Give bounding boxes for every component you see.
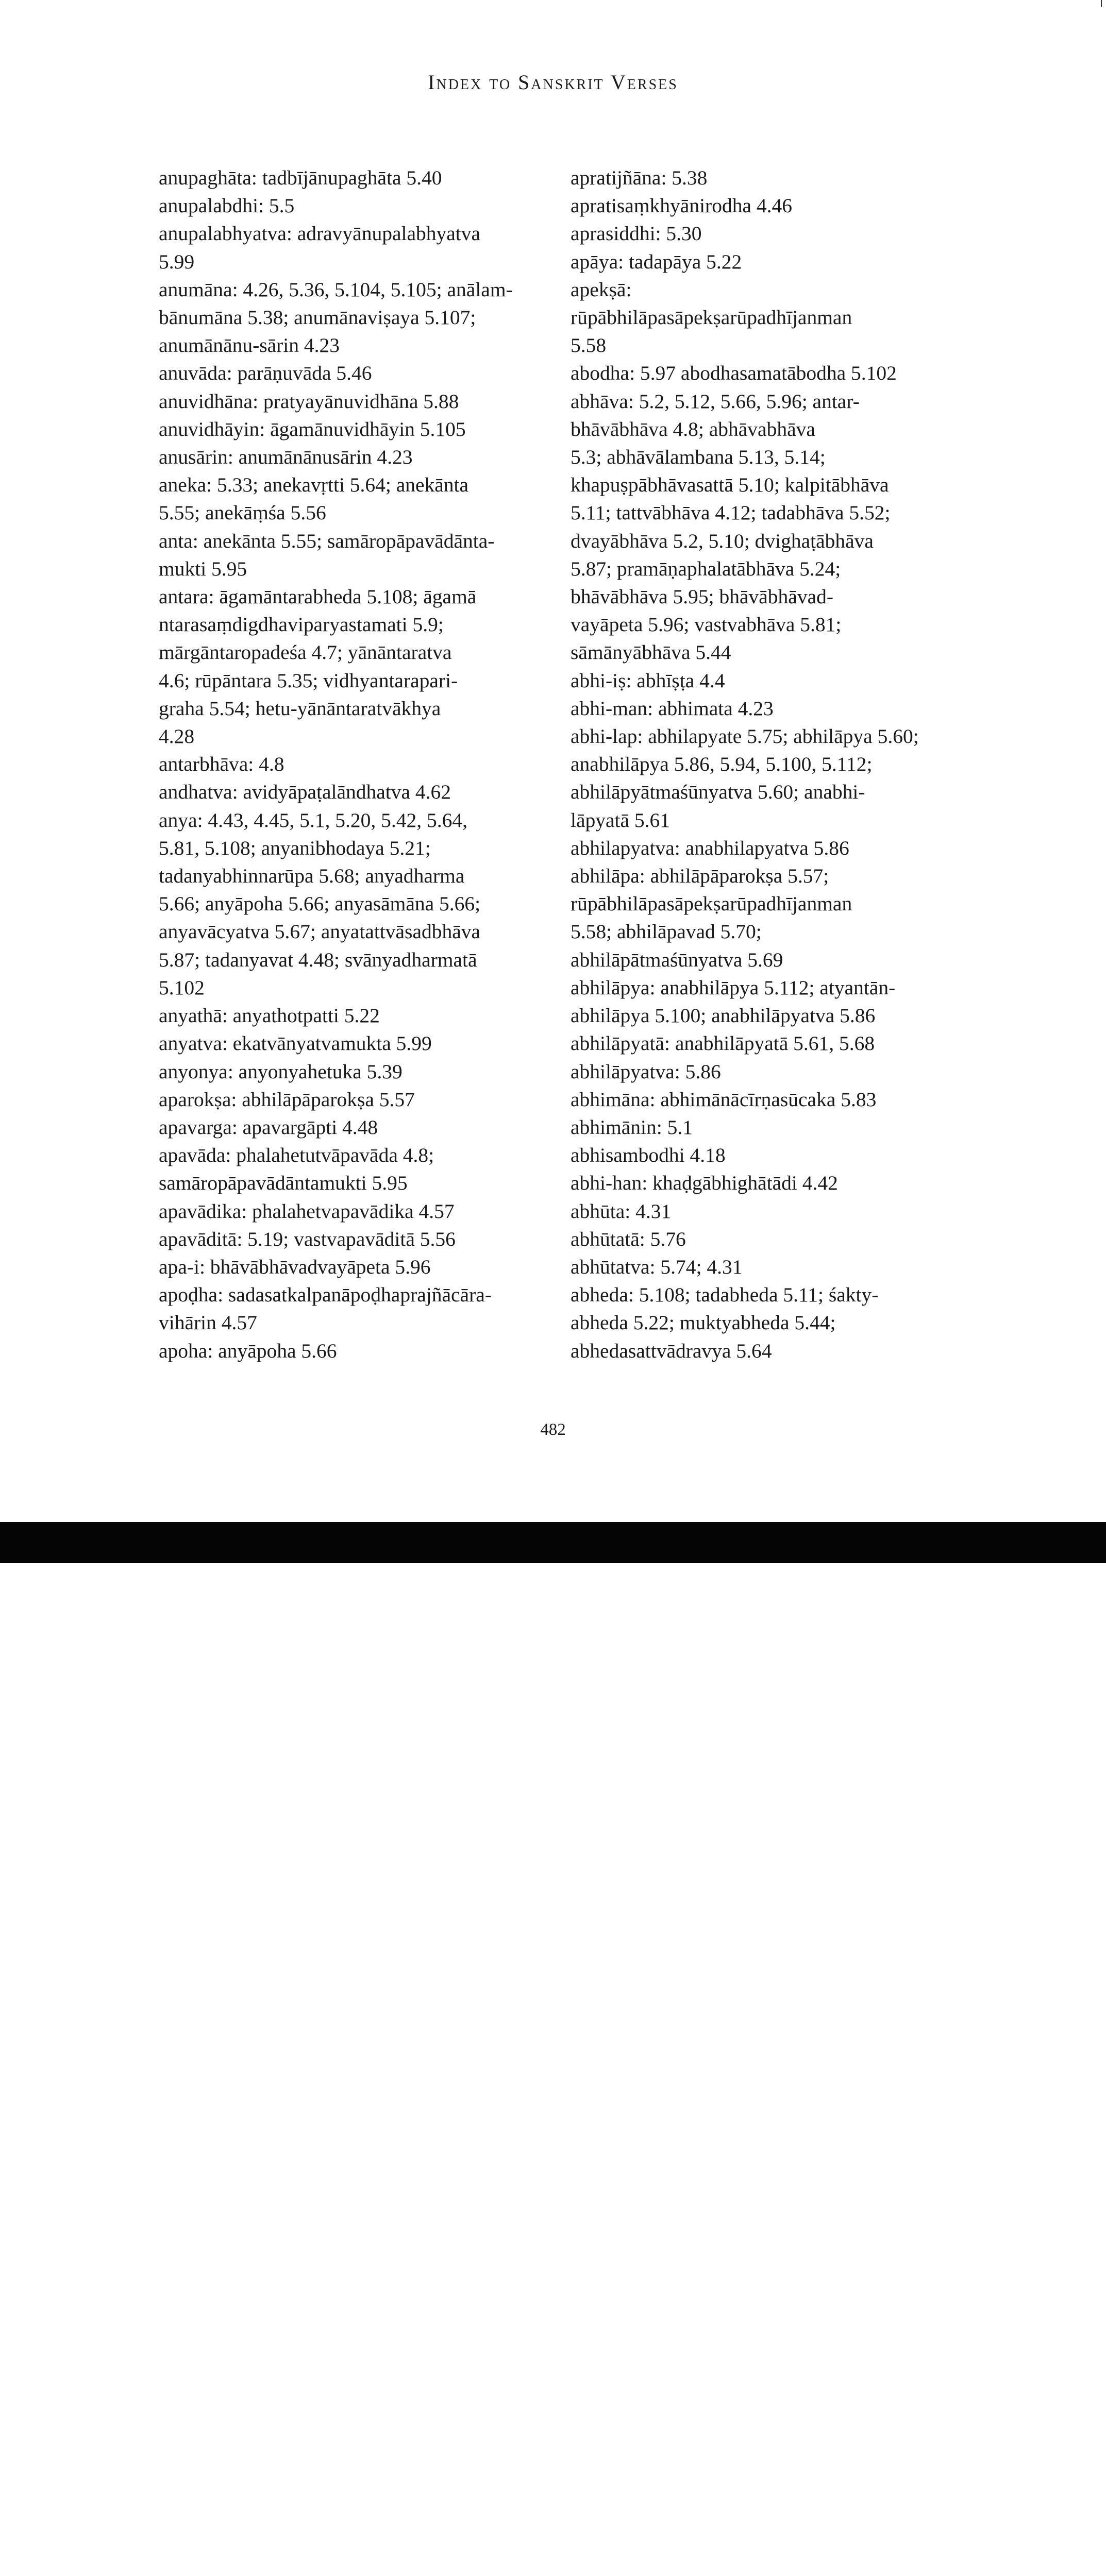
index-entry-line: 5.66; anyāpoha 5.66; anyasāmāna 5.66; [159,892,481,916]
index-entry-line: anupalabdhi: 5.5 [159,194,295,217]
index-entry [159,1058,550,1086]
index-entry-line: abhilāpya: anabhilāpya 5.112; atyantān- [571,976,896,999]
index-entry-line: apavāditā: 5.19; vastvapavāditā 5.56 [159,1227,456,1250]
index-entry-line: graha 5.54; hetu-yānāntaratvākhya [159,697,441,720]
index-entry-line: anabhilāpya 5.86, 5.94, 5.100, 5.112; [571,753,873,776]
index-entry-line: abhilāpyatā: anabhilāpyatā 5.61, 5.68 [571,1032,875,1055]
index-entry-line: anya: 4.43, 4.45, 5.1, 5.20, 5.42, 5.64, [159,808,468,832]
index-entry [571,219,978,247]
index-entry-line: apavarga: apavargāpti 4.48 [159,1115,378,1139]
index-entry-line: anuvāda: parāṇuvāda 5.46 [159,362,372,385]
index-entry [571,164,978,192]
index-entry-line: ntarasaṃdigdhaviparyastamati 5.9; [159,613,444,636]
index-entry-line: rūpābhilāpasāpekṣarūpadhījanman [571,892,852,916]
index-entry [571,387,978,667]
index-entry [159,1113,550,1141]
index-entry-line: abodha: 5.97 abodhasamatābodha 5.102 [571,362,897,385]
index-entry [159,471,550,527]
index-entry-line: 5.87; tadanyavat 4.48; svānyadharmatā [159,948,477,971]
index-entry-line: anumāna: 4.26, 5.36, 5.104, 5.105; anālam- [159,278,513,301]
scan-border [0,1522,1106,1563]
index-entry-line: anupaghāta: tadbījānupaghāta 5.40 [159,166,442,189]
index-entry-line: 5.102 [159,976,205,999]
index-entry [159,443,550,471]
index-entry-line: apāya: tadapāya 5.22 [571,250,742,273]
index-entry [571,862,978,890]
index-entry [571,359,978,387]
index-entry-line: apratisaṃkhyānirodha 4.46 [571,194,792,217]
index-entry [159,387,550,415]
index-entry-line: abhūtatā: 5.76 [571,1227,686,1250]
index-entry [571,1029,978,1057]
index-entry-line: abheda: 5.108; tadabheda 5.11; śakty- [571,1283,879,1307]
index-entry-line: mārgāntaropadeśa 4.7; yānāntaratva [159,641,452,664]
index-entry-line: bhāvābhāva 5.95; bhāvābhāvad- [571,585,834,608]
index-entry-line: aneka: 5.33; anekavṛtti 5.64; anekānta [159,473,469,497]
index-entry-line: 5.3; abhāvālambana 5.13, 5.14; [571,446,826,469]
index-entry-line: abhimāna: abhimānācīrṇasūcaka 5.83 [571,1088,877,1111]
index-entry-line: samāropāpavādāntamukti 5.95 [159,1172,408,1195]
index-entry [159,527,550,583]
index-entry-line: 5.58; abhilāpavad 5.70; [571,920,762,943]
index-entry-line: abhilāpyatva: 5.86 [571,1060,721,1083]
index-entry-line: abhilapyatva: anabhilapyatva 5.86 [571,836,849,859]
index-entry-line: apoḍha: sadasatkalpanāpoḍhaprajñācāra- [159,1283,492,1307]
index-entry-line: anuvidhāna: pratyayānuvidhāna 5.88 [159,389,459,413]
index-entry-line: anupalabhyatva: adravyānupalabhyatva [159,222,481,245]
index-entry-line: tadanyabhinnarūpa 5.68; anyadharma [159,865,465,888]
index-entry [571,248,978,276]
index-entry-line: abhūtatva: 5.74; 4.31 [571,1255,743,1278]
index-entry [159,1337,550,1365]
index-entry [571,1281,978,1365]
index-entry [571,276,978,360]
index-entry-line: apoha: anyāpoha 5.66 [159,1339,337,1362]
index-entry-line: 5.58 [571,334,607,357]
index-entry-line: abhilāpya 5.100; anabhilāpyatva 5.86 [571,1004,876,1027]
index-entry-line: abhimānin: 5.1 [571,1115,693,1139]
index-entry-line: abhilāpyātmaśūnyatva 5.60; anabhi- [571,781,865,804]
index-entry-line: mukti 5.95 [159,557,247,580]
page-title: Index to Sanskrit Verses [428,71,678,94]
index-entry [159,1002,550,1029]
page-number: 482 [540,1420,566,1439]
index-entry-line: aparokṣa: abhilāpāparokṣa 5.57 [159,1088,415,1111]
index-entry [159,1281,550,1336]
index-entry [571,1169,978,1197]
index-entry [571,667,978,694]
index-entry-line: 5.99 [159,250,195,273]
index-entry-line: anyavācyatva 5.67; anyatattvāsadbhāva [159,920,481,943]
index-entry [159,1225,550,1253]
index-entry-line: 4.28 [159,725,195,748]
index-entry-line: dvayābhāva 5.2, 5.10; dvighaṭābhāva [571,529,874,552]
index-entry-line: apa-i: bhāvābhāvadvayāpeta 5.96 [159,1255,431,1278]
index-entry [159,192,550,219]
index-entry-line: lāpyatā 5.61 [571,808,671,832]
index-entry [159,583,550,750]
index-entry [159,778,550,806]
index-entry-line: 5.11; tattvābhāva 4.12; tadabhāva 5.52; [571,501,891,524]
index-entry [571,694,978,722]
index-entry [159,750,550,778]
index-entry [159,164,550,192]
index-entry [159,1197,550,1225]
index-entry [571,1141,978,1169]
index-entry-line: anumānānu-sārin 4.23 [159,334,340,357]
index-entry-line: 4.6; rūpāntara 5.35; vidhyantarapari- [159,669,458,692]
index-entry-line: anuvidhāyin: āgamānuvidhāyin 5.105 [159,417,466,440]
index-entry-line: apratijñāna: 5.38 [571,166,708,189]
index-entry [571,1113,978,1141]
index-column-right [571,164,978,1365]
index-entry-line: sāmānyābhāva 5.44 [571,641,731,664]
index-entry-line: abhi-man: abhimata 4.23 [571,697,774,720]
index-entry-line: abhisambodhi 4.18 [571,1144,726,1167]
index-entry [571,890,978,974]
index-entry-line: khapuṣpābhāvasattā 5.10; kalpitābhāva [571,473,889,497]
index-entry-line: abhilāpātmaśūnyatva 5.69 [571,948,783,971]
index-entry-line: abhi-han: khaḍgābhighātādi 4.42 [571,1172,838,1195]
index-entry [571,834,978,862]
index-entry [159,359,550,387]
index-entry-line: anyonya: anyonyahetuka 5.39 [159,1060,403,1083]
edge-mark [1101,0,1102,7]
index-entry-line: anyathā: anyathotpatti 5.22 [159,1004,380,1027]
index-entry [159,1253,550,1281]
index-entry-line: abheda 5.22; muktyabheda 5.44; [571,1311,836,1334]
index-column-left [159,164,550,1365]
index-entry [159,1029,550,1057]
index-entry [159,415,550,443]
index-entry [159,1086,550,1113]
index-entry-line: abhi-lap: abhilapyate 5.75; abhilāpya 5.60; [571,725,919,748]
index-entry [571,974,978,1029]
index-entry-line: abhāva: 5.2, 5.12, 5.66, 5.96; antar- [571,389,860,413]
index-entry-line: 5.87; pramāṇaphalatābhāva 5.24; [571,557,841,580]
index-entry [159,1141,550,1197]
index-entry-line: anta: anekānta 5.55; samāropāpavādānta- [159,529,495,552]
index-entry-line: aprasiddhi: 5.30 [571,222,702,245]
index-entry [571,1225,978,1253]
index-entry [571,1253,978,1281]
index-entry [571,722,978,834]
index-entry-line: abhi-iṣ: abhīṣṭa 4.4 [571,669,725,692]
index-entry-line: rūpābhilāpasāpekṣarūpadhījanman [571,306,852,329]
index-entry-line: andhatva: avidyāpaṭalāndhatva 4.62 [159,781,451,804]
index-entry-line: anusārin: anumānānusārin 4.23 [159,446,413,469]
index-entry [571,1058,978,1086]
index-entry-line: abhūta: 4.31 [571,1199,672,1223]
index-entry-line: vihārin 4.57 [159,1311,257,1334]
index-entry [571,1197,978,1225]
index-entry-line: apekṣā: [571,278,632,301]
index-entry [159,806,550,1002]
index-entry [159,219,550,275]
index-entry-line: 5.81, 5.108; anyanibhodaya 5.21; [159,836,431,859]
index-entry-line: abhedasattvādravya 5.64 [571,1339,772,1362]
index-entry-line: apavādika: phalahetvapavādika 4.57 [159,1199,455,1223]
index-entry-line: bhāvābhāva 4.8; abhāvabhāva [571,417,815,440]
index-entry-line: antara: āgamāntarabheda 5.108; āgamā [159,585,477,608]
index-entry-line: vayāpeta 5.96; vastvabhāva 5.81; [571,613,842,636]
index-entry-line: anyatva: ekatvānyatvamukta 5.99 [159,1032,432,1055]
index-entry [571,1086,978,1113]
index-entry [571,192,978,219]
index-entry-line: 5.55; anekāṃśa 5.56 [159,501,326,524]
index-entry-line: bānumāna 5.38; anumānaviṣaya 5.107; [159,306,476,329]
index-entry [159,276,550,360]
index-entry-line: abhilāpa: abhilāpāparokṣa 5.57; [571,865,829,888]
index-entry-line: apavāda: phalahetutvāpavāda 4.8; [159,1144,434,1167]
index-entry-line: antarbhāva: 4.8 [159,753,284,776]
